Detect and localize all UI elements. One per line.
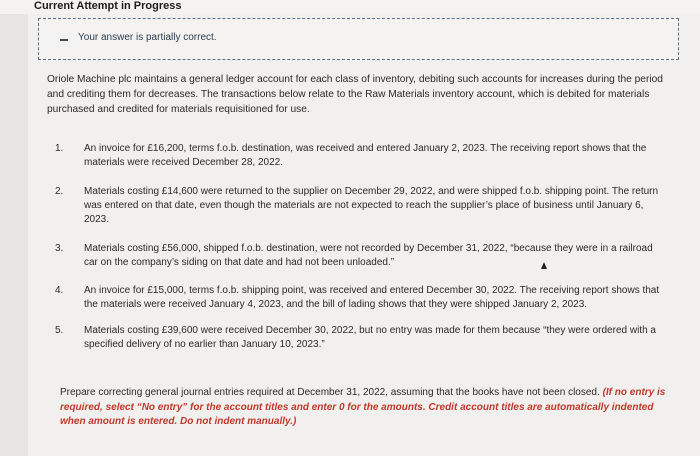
partial-correct-alert <box>38 18 679 60</box>
item-text: An invoice for £15,000, terms f.o.b. shipping point, was received and entered December 30, 2022. The receiving report shows that the materials were received January 4, 2023, and the bill of lading shows that they were shipped January 2, 2023. <box>84 285 660 310</box>
mouse-cursor-icon <box>541 262 547 269</box>
item-number: 4. <box>55 285 64 296</box>
top-bar <box>0 0 700 14</box>
item-text: Materials costing £14,600 were returned to the supplier on December 29, 2022, and were shipped f.o.b. shipping point. The return was entered on that date, even though the materials are not expected to reach the supplier’s place of business until January 6, 2023. <box>84 186 659 225</box>
instructions <box>60 386 680 430</box>
item-number: 2. <box>55 186 64 197</box>
item-number: 3. <box>55 243 64 254</box>
minus-icon <box>60 39 68 41</box>
item-number: 5. <box>55 325 64 336</box>
instructions-note: (If no entry is required, select “No entry” for the account titles and enter 0 for the amounts. Credit account titles are automatically indented when amount is entered. Do not indent manually.) <box>60 387 666 427</box>
item-text: Materials costing £56,000, shipped f.o.b. destination, were not recorded by December 31, 2022, “because they were in a railroad car on the company’s siding on that date and had not been unloaded.” <box>84 243 653 268</box>
attempt-status-title: Current Attempt in Progress <box>34 0 182 12</box>
item-text: Materials costing £39,600 were received December 30, 2022, but no entry was made for them because “they were ordered with a specified delivery of no earlier than January 10, 2023.” <box>84 325 656 350</box>
alert-message: Your answer is partially correct. <box>78 32 217 43</box>
item-number: 1. <box>55 143 64 154</box>
instructions-text: Prepare correcting general journal entries required at December 31, 2022, assuming that the books have not been closed. <box>60 387 600 398</box>
problem-intro: Oriole Machine plc maintains a general ledger account for each class of inventory, debiting such accounts for increases during the period and crediting them for decreases. The transactions below relate to the Raw Materials inventory account, which is debited for materials purchased and credited for materials requisitioned for use. <box>47 74 663 115</box>
item-text: An invoice for £16,200, terms f.o.b. destination, was received and entered January 2, 2023. The receiving report shows that the materials were received December 28, 2022. <box>84 143 647 168</box>
